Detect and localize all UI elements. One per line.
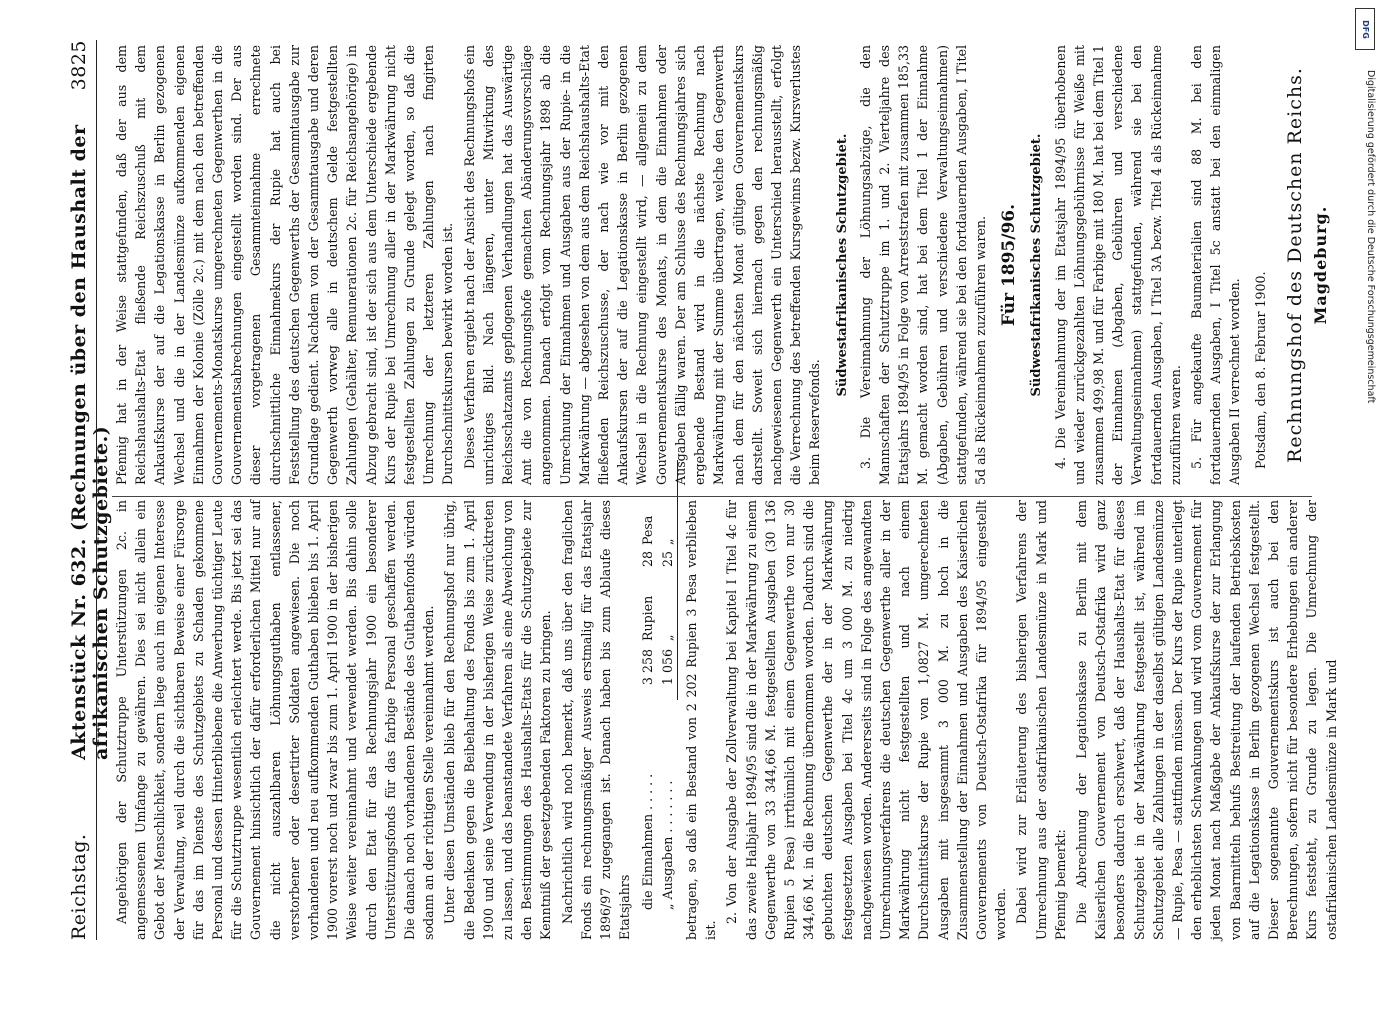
table-label: die Einnahmen . . . . . [640,773,656,910]
table-unit: „ [659,634,675,641]
table-label: „ Ausgaben . . . . . . . [659,780,675,910]
paragraph: Angehörigen der Schutztruppe Unterstützungen 2c. in angemessenem Umfange zu gewähren. Dies sei nicht allein ein Gebot der Menschlichkeit, sondern liege auch im eigenen Interesse der Verwaltung, weil durch die sichtbaren Beweise einer Fürsorge für das im Dienste des Schutzgebiets zu Schaden gekommene Personal und dessen Hinterbliebene die Anwerbung tüchtiger Leute für die Schutztruppe wesentlich erleichtert werde. Bis jetzt sei das Gouvernement hinsichtlich der dafür erforderlichen Mittel nur auf die nicht auszahlbaren Löhnungsguthaben entlassener, verstorbener oder desertirter Soldaten angewiesen. Die noch vorhandenen und neu aufkommenden Guthaben blieben bis 1. April 1900 vorerst noch und zwar bis zum 1. April 1900 in der bisherigen Weise weiter vereinnahmt und verwendet werden. Bis dahin solle durch den Etat für das Rechnungsjahr 1900 ein besonderer Unterstützungsfonds für das farbige Personal geschaffen werden. Die danach noch vorhandenen Bestände des Guthabenfonds würden sodann an der richtigen Stelle vereinnahmt werden. [114,500,437,940]
left-column [112,500,1343,940]
paragraph: betragen, so daß ein Bestand von 2 202 Rupien 3 Pesa verblieben ist. [683,500,719,940]
paragraph: Dabei wird zur Erläuterung des bisherigen Verfahrens der Umrechnung aus der ostafrikanischen Landesmünze in Mark und Pfennig bemerkt: [1014,500,1068,940]
signature-place-date: Potsdam, den 8. Februar 1900. [1252,271,1268,469]
table-subunit: Pesa [640,515,656,545]
paragraph: Unter diesen Umständen blieb für den Rechnungshof nur übrig, die Bedenken gegen die Beibehaltung des Fonds bis zum 1. April 1900 und seine Verwendung in der bisherigen Weise zurücktreten zu lassen, und das beanstandete Verfahren als eine Abweichung von den Bestimmungen des Haushalts-Etats für die Schutzgebiete zur Kenntniß der gesetzgebenden Faktoren zu bringen. [442,500,554,940]
paragraph: 4. Die Vereinnahmung der im Etatsjahr 1894/95 überhobenen und wieder zurückgezahlten Löhnungsgebührnisse für Weiße mit zusammen 499,98 M. und für Farbige mit 180 M. hat bei dem Titel 1 der Einnahmen (Abgaben, Gebühren und verschiedene Verwaltungseinnahmen) stattgefunden, während sie bei den fortdauernden Ausgaben, I Titel 3A bezw. Titel 4 als Rückeinnahme zuzuführen waren. [1052,45,1183,485]
table-row [658,500,677,910]
section-heading: Südwestafrikanisches Schutzgebiet. [1029,133,1045,397]
table-sub: 28 [640,551,656,568]
table-amount: 3 258 [640,649,656,686]
right-column [112,45,1330,485]
header-left: Reichstag. [68,833,90,940]
table-subunit: „ [659,538,675,545]
table-row [638,500,657,910]
amount-table [638,500,677,910]
section-heading: Südwestafrikanisches Schutzgebiet. [834,133,850,397]
paragraph: 2. Von der Ausgabe der Zollverwaltung bei Kapitel I Titel 4c für das zweite Halbjahr 1894/95 sind die in der Markwährung zu einem Gegenwerthe von 33 344,66 M. festgestellten Ausgaben (30 136 Rupien 5 Pesa) irrthümlich mit einem Gegenwerthe von nur 30 344,66 M. in die Rechnung übernommen worden. Dadurch sind die gebuchten deutschen Gegenwerthe der in der Markwährung festgesetzten Ausgaben bei Titel 4c um 3 000 M. zu niedrig nachgewiesen worden. Andererseits sind in Folge des angewandten Umrechnungsverfahrens die deutschen Gegenwerthe aller in der Markwährung nicht festgestellten und nach einem Durchschnittskurse der Rupie von 1,0827 M. umgerechneten Ausgaben mit insgesammt 3 000 M. zu hoch in die Zusammenstellung der Einnahmen und Ausgaben des Kaiserlichen Gouvernements von Deutsch-Ostafrika für 1894/95 eingestellt worden. [724,500,1009,940]
paragraph: Die Abrechnung der Legationskasse zu Berlin mit dem Kaiserlichen Gouvernement von Deutsch-Ostafrika wird ganz besonders dadurch erschwert, daß der Haushalts-Etat für dieses Schutzgebiet in der Markwährung festgestellt ist, während im Schutzgebiet alle Zahlungen in der daselbst gültigen Landesmünze — Rupie, Pesa — stattfinden müssen. Der Kurs der Rupie unterliegt den erheblichsten Schwankungen und wird vom Gouvernement für jeden Monat nach Maßgabe der Ankaufskurse der zur Erlangung von Baarmitteln behufs Bestreitung der laufenden Betriebskosten auf die Legationskasse in Berlin gezogenen Wechsel festgestellt. Dieser sogenannte Gouvernementskurs ist auch bei den Berechnungen, sofern nicht für besondere Erhebungen ein anderer Kurs feststeht, zu Grunde zu legen. Die Umrechnung der ostafrikanischen Landesmünze in Mark und [1073,500,1339,940]
paragraph: Nachrichtlich wird noch bemerkt, daß uns über den fraglichen Fonds ein rechnungsmäßiger Ausweis erstmalig für das Etatsjahr 1896/97 zugegangen ist. Danach haben bis zum Ablaufe dieses Etatsjahrs [559,500,633,940]
header-rule [96,40,97,940]
issuing-authority: Rechnungshof des Deutschen Reichs. [1283,67,1306,463]
table-amount: 1 056 [659,649,675,686]
table-unit: Rupien [640,595,656,641]
digitization-note [1352,10,1376,990]
page-number: 3825 [68,40,90,91]
paragraph: Pfennig hat in der Weise stattgefunden, daß der aus dem Reichshaushalts-Etat fließende Reichszuschuß mit dem Ankaufskurse der auf die Legationskasse in Berlin gezogenen Wechsel und die in der Landesmünze aufkommenden eigenen Einnahmen der Kolonie (Zölle 2c.) mit dem nach den betreffenden Gouvernements-Monatskurse umgerechneten Gegenwerthen in die Gouvernementsabrechnungen eingestellt worden sind. Der aus dieser vorgetragenen Gesammteinnahme errechnete durchschnittliche Einnahmekurs der Rupie hat auch bei Feststellung des deutschen Gegenwerths der Gesammtausgabe zur Grundlage gedient. Nachdem von der Gesammtausgabe und deren Gegenwerth vorweg alle in deutschem Gelde festgestellten Zahlungen (Gehälter, Remunerationen 2c. für Reichsangehörige) in Abzug gebracht sind, ist der sich aus dem Unterschiede ergebende Kurs der Rupie bei Umrechnung aller in der Markwährung nicht festgestellten Zahlungen zu Grunde gelegt worden, so daß die Umrechnung der letzteren Zahlungen nach fingirten Durchschnittskursen bewirkt worden ist. [114,45,456,485]
header-title: Aktenstück Nr. 632. (Rechnungen über den Haushalt der afrikanischen Schutzgebiete.) [68,124,112,760]
paragraph: 5. Für angekaufte Baumaterialien sind 88 M. bei den fortdauernden Ausgaben, I Titel 5c anstatt bei den einmaligen Ausgaben II verrechnet worden. [1188,45,1243,485]
paragraph: Dieses Verfahren ergiebt nach der Ansicht des Rechnungshofs ein unrichtiges Bild. Nach längeren, unter Mitwirkung des Reichsschatzamts gepflogenen Verhandlungen hat das Auswärtige Amt die von Rechnungshofe gemachten Abänderungsvorschläge angenommen. Danach erfolgt vom Rechnungsjahr 1898 ab die Umrechnung der Einnahmen und Ausgaben aus der Rupie- in die Markwährung — abgesehen von dem aus dem Reichshaushalts-Etat fließenden Reichszuschusse, der nach wie vor mit den Ankaufskursen der auf die Legationskasse in Berlin gezogenen Wechsel in die Rechnung eingestellt wird, — allgemein zu dem Gouvernementskurse des Monats, in dem die Einnahmen oder Ausgaben fällig waren. Der am Schlusse des Rechnungsjahres sich ergebende Bestand wird in die nächste Rechnung nach Markwährung mit der Summe übertragen, welche den Gegenwerth nach dem für den nächsten Monat gültigen Gouvernementskurs darstellt. Soweit sich hiernach gegen den rechnungsmäßig nachgewiesenen Gegenwerth ein Unterschied herausstellt, erfolgt die Verrechnung des betreffenden Kursgewinns bezw. Kursverlustes beim Reservefonds. [461,45,823,485]
column-divider [112,496,1312,497]
paragraph: 3. Die Vereinnahmung der Löhnungsabzüge, die den Mannschaften der Schutztruppe im 1. und 2. Vierteljahre des Etatsjahrs 1894/95 in Folge von Arreststrafen mit zusammen 185,33 M. gemacht worden sind, hat bei dem Titel 1 der Einnahme (Abgaben, Gebühren und verschiedene Verwaltungseinnahmen) stattgefunden, während sie bei den fortdauernden Ausgaben, I Titel 5d als Rückeinnahmen zuzuführen waren. [857,45,988,485]
dfg-logo-text: DFG [1360,19,1370,39]
table-sub: 25 [659,551,675,568]
year-heading: Für 1895/96. [999,203,1020,327]
digitization-note-text: Digitalisierung gefördert durch die Deutsche Forschungsgemeinschaft [1365,70,1376,404]
page-header [68,40,112,940]
issuing-city: Magdeburg. [1310,205,1330,325]
